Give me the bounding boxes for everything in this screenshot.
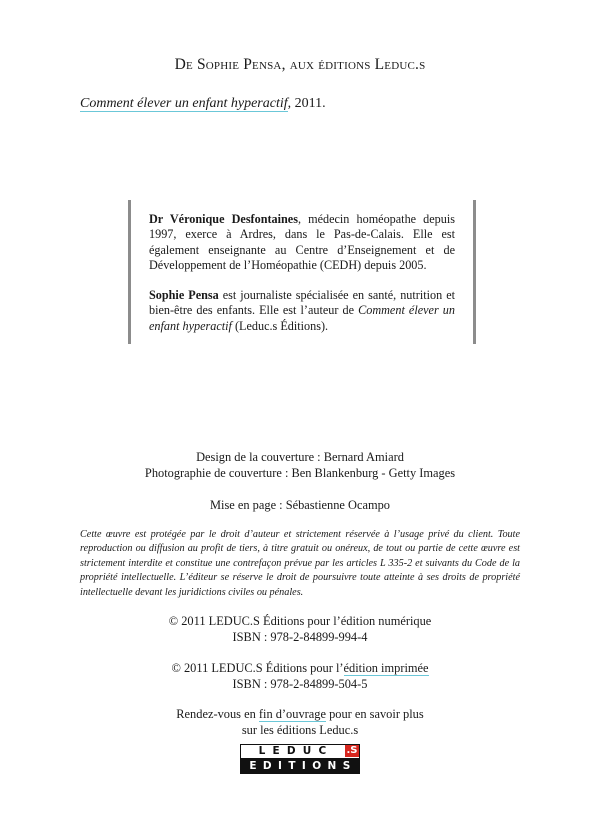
bio-desfontaines [149,212,455,273]
page-heading: De Sophie Pensa, aux éditions Leduc.s [174,56,426,73]
logo-leduc-text: LEDUC [258,745,334,757]
bio-text-pensa-before: est journaliste spécialisée en santé, nutrition et bien-être des enfants. Elle est l’auteur de [149,288,455,318]
legal-notice: Cette œuvre est protégée par le droit d’auteur et strictement réservée à l’usage privé du client. Toute reproduction ou diffusion au profit de tiers, à titre gratuit ou onéreux, de tout ou partie de cette œuvre est strictement interdite et constitue une contrefaçon prévue par les articles L 335-2 et suivants du Code de la propriété intellectuelle. L’éditeur se réserve le droit de poursuivre toute atteinte à ses droits de propriété intellectuelle devant les juridictions civiles ou pénales. [80,529,520,598]
logo-editions-text: EDITIONS [240,759,360,774]
bio-name-pensa: Sophie Pensa [149,288,219,302]
bio-pensa-book-title: Comment élever un enfant hyperactif [149,303,455,333]
bio-text-desfontaines: , médecin homéopathe depuis 1997, exerce à Ardres, dans le Pas-de-Calais. Elle est également enseignante au Centre d’Enseignement et de Développement de l’Homéopathie (CEDH) depuis 2005. [149,212,455,272]
digital-copyright: © 2011 LEDUC.S Éditions pour l’édition numérique [168,614,432,628]
book-reference [80,96,326,112]
bio-text-pensa-after: (Leduc.s Éditions). [231,318,329,333]
rendezvous-before: Rendez-vous en [176,707,259,721]
print-edition-link[interactable]: édition imprimée [343,661,429,675]
bio-pensa [149,288,455,334]
rendezvous-after: pour en savoir plus [325,707,424,721]
bio-name-desfontaines: Dr Véronique Desfontaines [149,212,298,226]
credit-cover-design: Design de la couverture : Bernard Amiard [196,450,404,464]
logo-top-bar [240,744,360,759]
credit-layout: Mise en page : Sébastienne Ocampo [210,498,390,512]
print-copyright [0,660,600,676]
end-of-book-link[interactable]: fin d’ouvrage [258,707,326,721]
rendezvous-line1 [0,706,600,722]
credit-cover-photo: Photographie de couverture : Ben Blankenburg - Getty Images [144,466,456,480]
book-title-link[interactable]: Comment élever un enfant hyperactif [80,96,288,111]
digital-isbn: ISBN : 978-2-84899-994-4 [232,630,368,644]
book-year: , 2011. [287,96,326,111]
logo-s-badge: .S [346,745,358,756]
print-isbn: ISBN : 978-2-84899-504-5 [232,677,368,691]
author-bios-box [128,200,476,344]
leduc-editions-logo [240,744,360,774]
print-copyright-text: © 2011 LEDUC.S Éditions pour l’ [171,661,344,675]
rendezvous-line2: sur les éditions Leduc.s [241,723,359,737]
